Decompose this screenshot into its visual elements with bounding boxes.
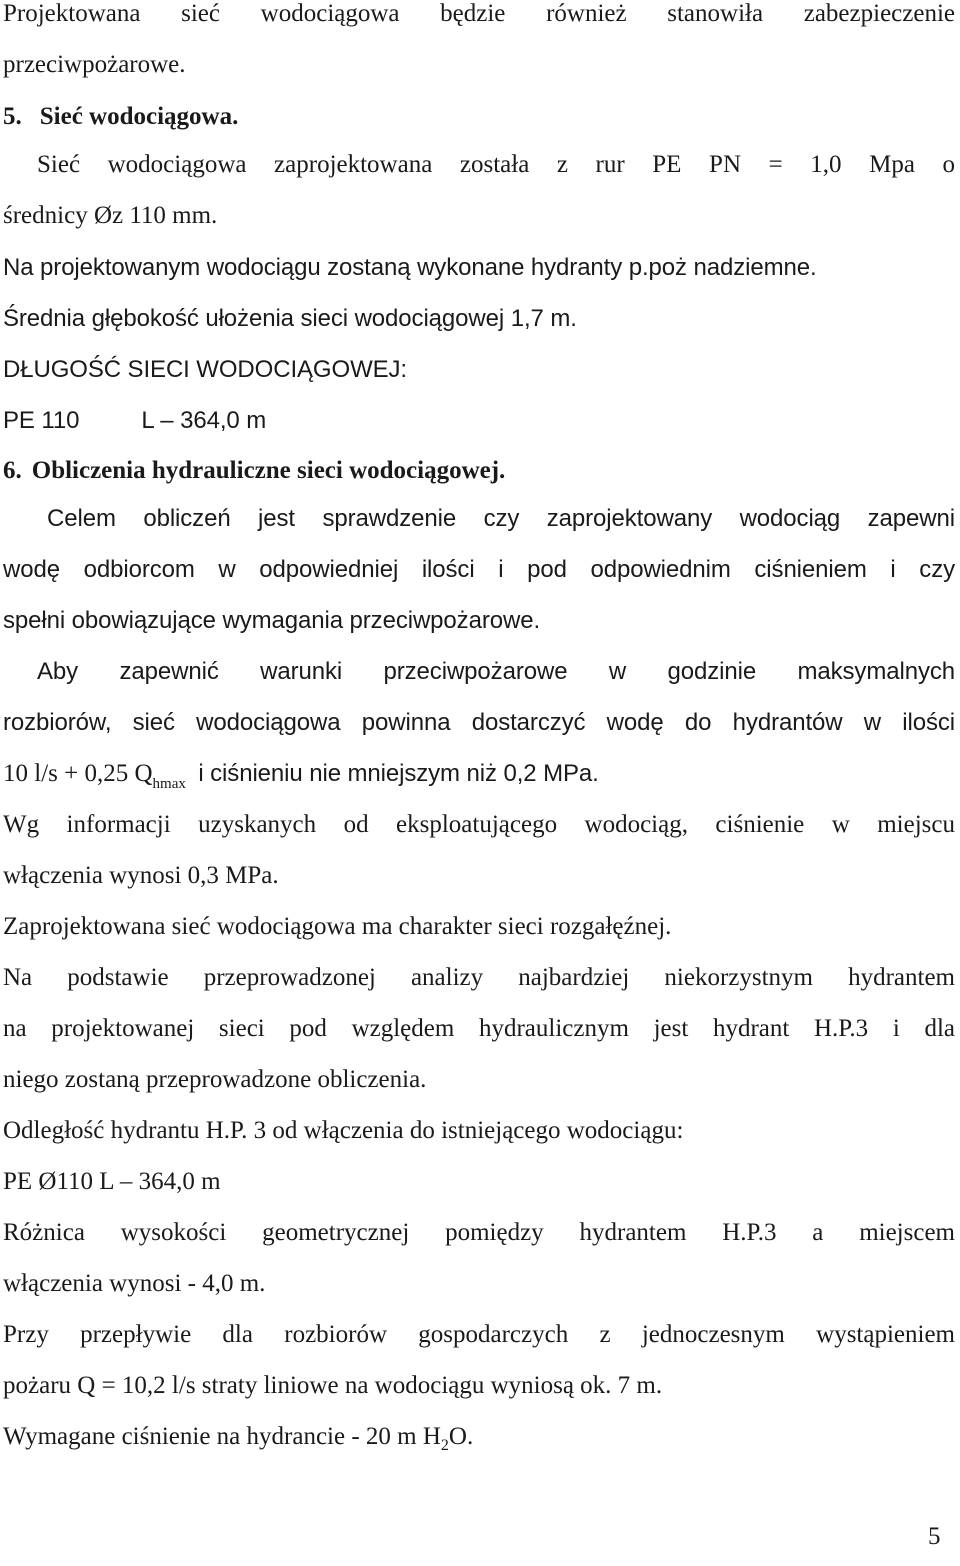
text-line: pożaru Q = 10,2 l/s straty liniowe na wodociągu wyniosą ok. 7 m. [3,1372,663,1399]
heading-number: 6. [3,457,22,484]
text-line: wodę odbiorcom w odpowiedniej ilości i pod odpowiednim ciśnieniem i czy [3,556,955,583]
text-line: włączenia wynosi - 4,0 m. [3,1270,266,1297]
page-number: 5 [928,1523,941,1550]
heading-number: 5. [3,103,22,130]
text-line: Wg informacji uzyskanych od eksploatującego wodociąg, ciśnienie w miejscu [3,811,955,838]
section-heading-6 [3,451,955,491]
text-line: na projektowanej sieci pod względem hydraulicznym jest hydrant H.P.3 i dla [3,1015,955,1042]
text-line: Odległość hydrantu H.P. 3 od włączenia do istniejącego wodociągu: [3,1117,684,1144]
text-line: Celem obliczeń jest sprawdzenie czy zaprojektowany wodociąg zapewni [47,505,955,532]
text-line: PE Ø110 L – 364,0 m [3,1168,221,1195]
heading-title: Obliczenia hydrauliczne sieci wodociągowej. [31,457,506,484]
pipe-type: PE 110 [3,407,80,434]
text-line: spełni obowiązujące wymagania przeciwpożarowe. [3,607,541,634]
text-line: włączenia wynosi 0,3 MPa. [3,862,279,889]
text-line: Zaprojektowana sieć wodociągowa ma charakter sieci rozgałęźnej. [3,913,672,940]
subscript-2: 2 [440,1437,449,1454]
heading-title: Sieć wodociągowa. [39,103,239,130]
text-line: przeciwpożarowe. [3,51,186,78]
pipe-length: L – 364,0 m [141,407,267,434]
text-line: Średnia głębokość ułożenia sieci wodociągowej 1,7 m. [3,305,577,332]
text-line: Różnica wysokości geometrycznej pomiędzy hydrantem H.P.3 a miejscem [3,1219,955,1246]
text-line: DŁUGOŚĆ SIECI WODOCIĄGOWEJ: [3,356,407,383]
text-line: Na podstawie przeprowadzonej analizy najbardziej niekorzystnym hydrantem [3,964,955,991]
text-line: Aby zapewnić warunki przeciwpożarowe w godzinie maksymalnych [37,658,955,685]
pressure-requirement-line: Wymagane ciśnienie na hydrancie - 20 m $H_2O$. [3,1423,474,1454]
text-line: Na projektowanym wodociągu zostaną wykonane hydranty p.poż nadziemne. [3,254,817,281]
text-line: Sieć wodociągowa zaprojektowana została z rur PE PN = 1,0 Mpa o [37,151,955,178]
text-line: niego zostaną przeprowadzone obliczenia. [3,1066,427,1093]
text-line: Przy przepływie dla rozbiorów gospodarczych z jednoczesnym wystąpieniem [3,1321,955,1348]
text-line: Projektowana sieć wodociągowa będzie również stanowiła zabezpieczenie [3,0,955,27]
subscript-hmax: hmax [152,776,186,792]
flow-requirement-line: 10 l/s + 0,25 $Q_{hmax}$ i ciśnieniu nie mniejszym niż 0,2 MPa. [3,760,599,792]
pipe-length-row [3,401,955,441]
text-line: średnicy Øz 110 mm. [3,202,218,229]
text-line: rozbiorów, sieć wodociągowa powinna dostarczyć wodę do hydrantów w ilości [3,709,955,736]
section-heading-5 [3,97,955,137]
